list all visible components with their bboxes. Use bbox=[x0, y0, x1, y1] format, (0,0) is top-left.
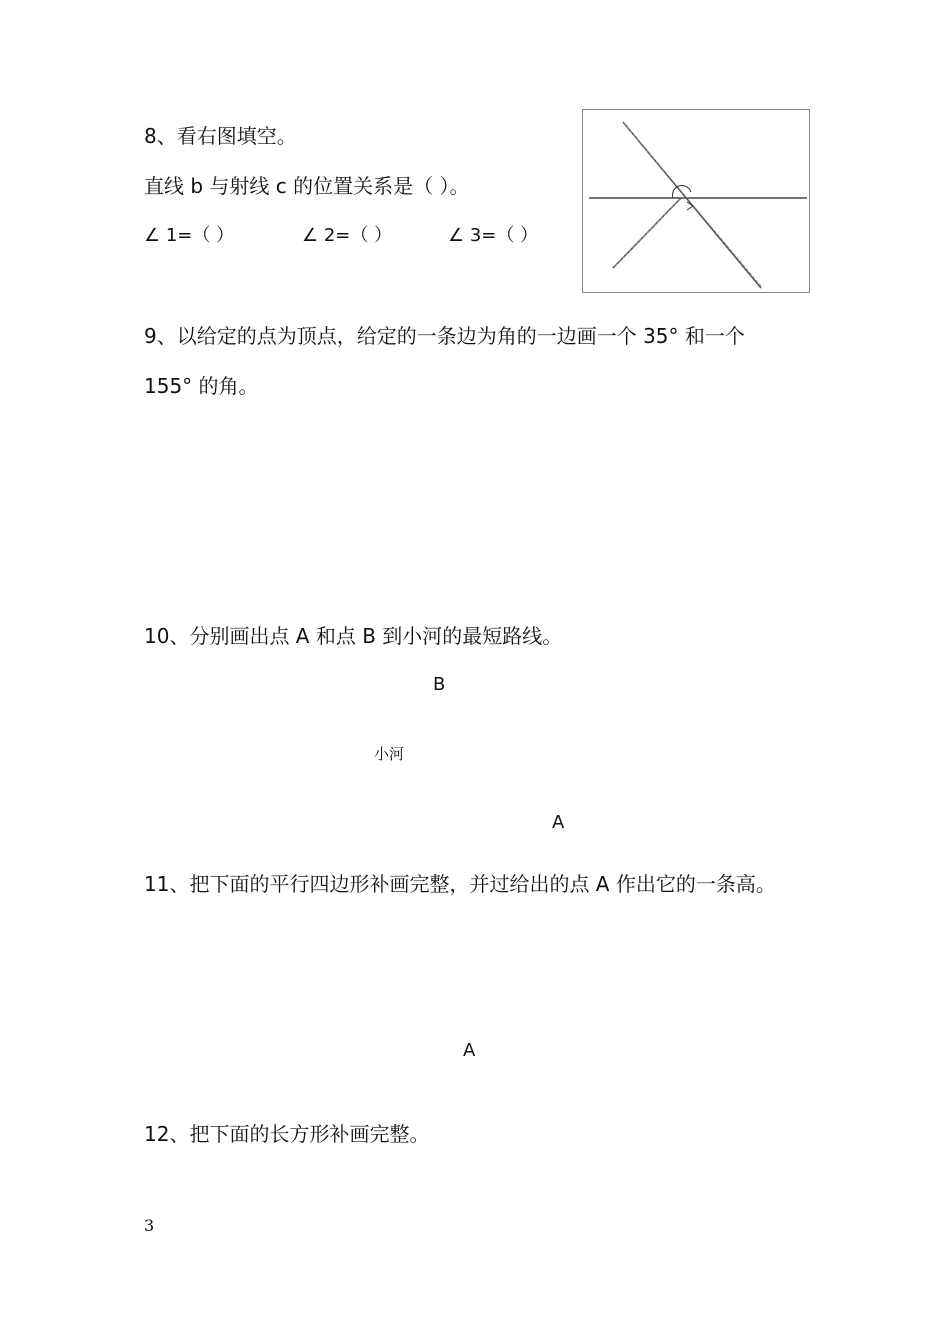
q8-title: 8、看右图填空。 bbox=[144, 124, 297, 148]
page-number: 3 bbox=[144, 1216, 155, 1235]
q10-title: 10、分别画出点 A 和点 B 到小河的最短路线。 bbox=[144, 624, 563, 648]
river-label: 小河 bbox=[374, 745, 405, 763]
q8-figure bbox=[582, 109, 810, 293]
point-a-label: A bbox=[552, 812, 565, 833]
angle-1-blank: ∠ 1=（ ） bbox=[144, 225, 235, 246]
intersecting-lines-diagram bbox=[583, 110, 809, 292]
angle-2-blank: ∠ 2=（ ） bbox=[302, 225, 393, 246]
angle-3-blank: ∠ 3=（ ） bbox=[448, 225, 539, 246]
q11-point-a-label: A bbox=[463, 1040, 476, 1061]
q9-line-2: 155° 的角。 bbox=[144, 374, 259, 398]
q11-title: 11、把下面的平行四边形补画完整，并过给出的点 A 作出它的一条高。 bbox=[144, 872, 776, 896]
q12-title: 12、把下面的长方形补画完整。 bbox=[144, 1122, 430, 1146]
q9-line-1: 9、以给定的点为顶点，给定的一条边为角的一边画一个 35° 和一个 bbox=[144, 324, 745, 348]
q8-relation-question: 直线 b 与射线 c 的位置关系是（ ）。 bbox=[144, 174, 470, 198]
point-b-label: B bbox=[433, 674, 446, 695]
